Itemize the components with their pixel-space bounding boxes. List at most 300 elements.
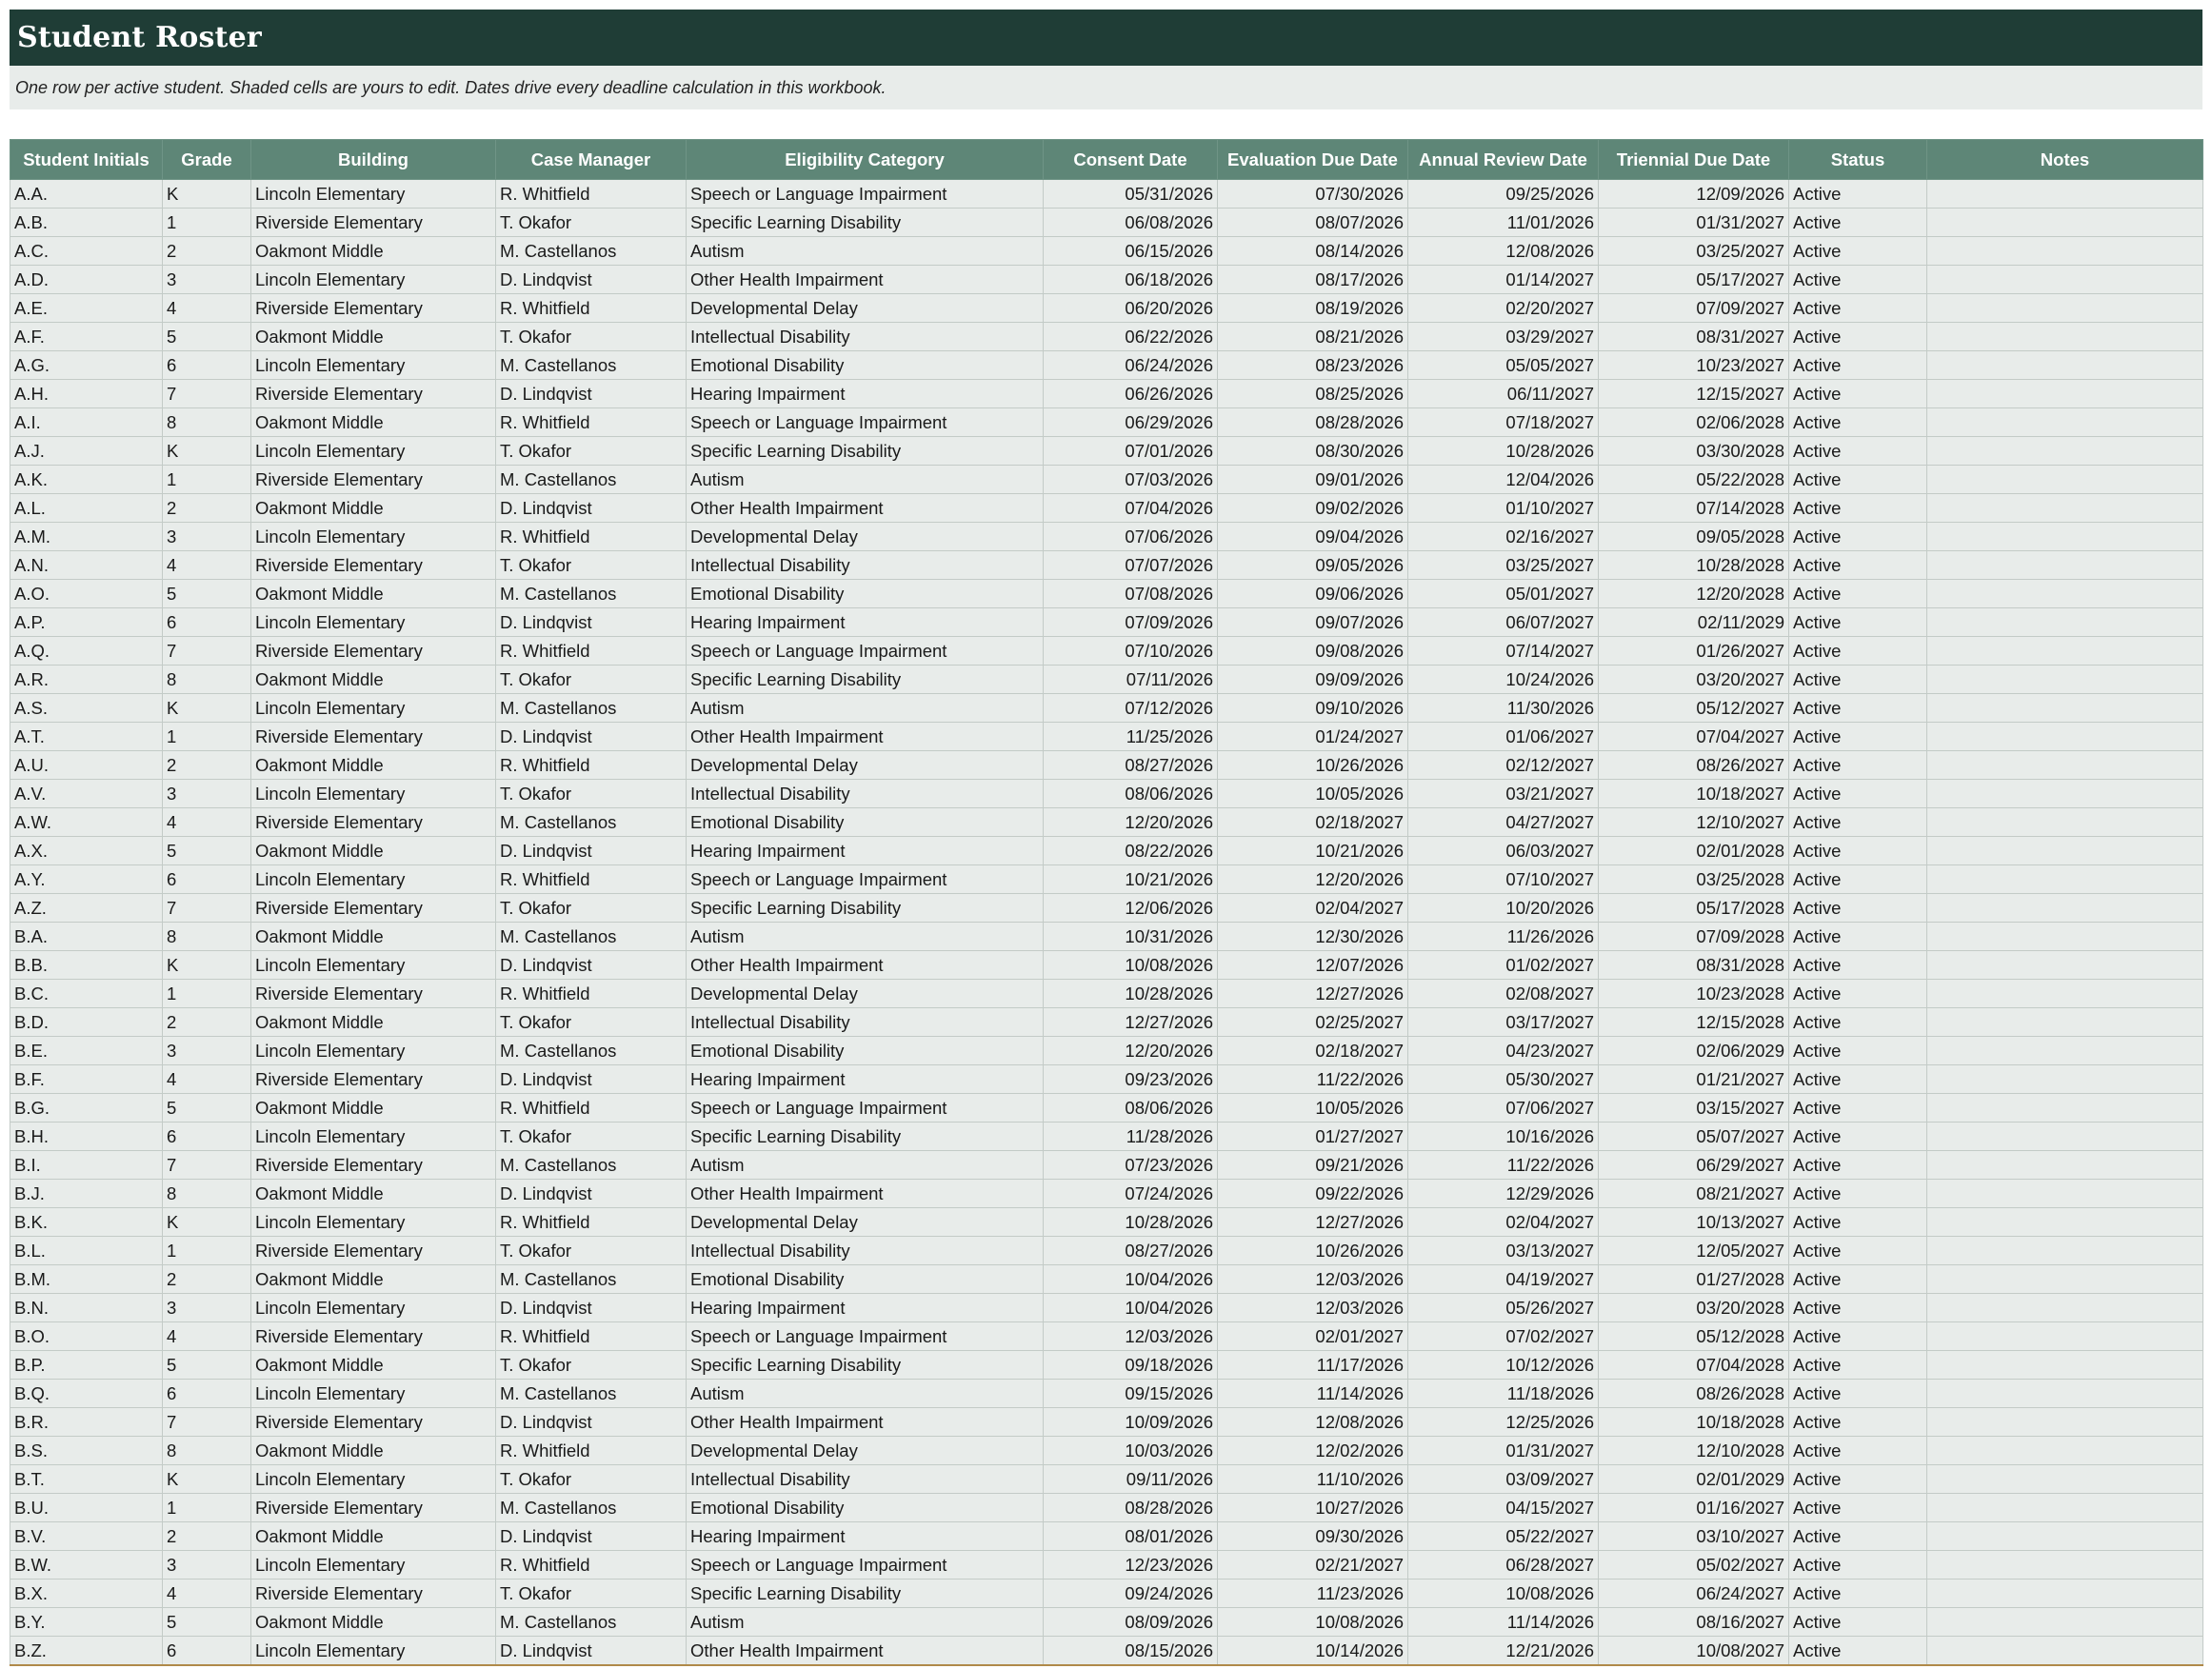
case-manager-cell[interactable]: R. Whitfield (496, 523, 687, 551)
eligibility-category-cell[interactable]: Autism (687, 237, 1044, 266)
col-header-grade[interactable]: Grade (163, 140, 251, 180)
case-manager-cell[interactable]: M. Castellanos (496, 1037, 687, 1065)
grade-cell[interactable]: 5 (163, 323, 251, 351)
status-cell[interactable]: Active (1789, 380, 1927, 408)
evaluation-due-date-cell[interactable]: 08/19/2026 (1218, 294, 1408, 323)
case-manager-cell[interactable]: D. Lindqvist (496, 1522, 687, 1551)
annual-review-date-cell[interactable]: 12/25/2026 (1408, 1408, 1599, 1437)
notes-cell[interactable] (1927, 1608, 2203, 1637)
annual-review-date-cell[interactable]: 01/31/2027 (1408, 1437, 1599, 1465)
triennial-due-date-cell[interactable]: 10/18/2027 (1599, 780, 1789, 808)
case-manager-cell[interactable]: D. Lindqvist (496, 951, 687, 980)
building-cell[interactable]: Oakmont Middle (251, 323, 496, 351)
student-initials-cell[interactable]: B.I. (10, 1151, 163, 1180)
case-manager-cell[interactable]: D. Lindqvist (496, 723, 687, 751)
evaluation-due-date-cell[interactable]: 08/17/2026 (1218, 266, 1408, 294)
status-cell[interactable]: Active (1789, 837, 1927, 865)
eligibility-category-cell[interactable]: Intellectual Disability (687, 1465, 1044, 1494)
grade-cell[interactable]: 6 (163, 1637, 251, 1666)
consent-date-cell[interactable]: 08/09/2026 (1044, 1608, 1218, 1637)
building-cell[interactable]: Riverside Elementary (251, 1151, 496, 1180)
case-manager-cell[interactable]: D. Lindqvist (496, 1180, 687, 1208)
eligibility-category-cell[interactable]: Autism (687, 1380, 1044, 1408)
consent-date-cell[interactable]: 07/01/2026 (1044, 437, 1218, 466)
status-cell[interactable]: Active (1789, 608, 1927, 637)
case-manager-cell[interactable]: T. Okafor (496, 323, 687, 351)
evaluation-due-date-cell[interactable]: 09/09/2026 (1218, 666, 1408, 694)
notes-cell[interactable] (1927, 865, 2203, 894)
consent-date-cell[interactable]: 07/04/2026 (1044, 494, 1218, 523)
student-initials-cell[interactable]: B.L. (10, 1237, 163, 1265)
notes-cell[interactable] (1927, 408, 2203, 437)
consent-date-cell[interactable]: 07/09/2026 (1044, 608, 1218, 637)
status-cell[interactable]: Active (1789, 523, 1927, 551)
student-initials-cell[interactable]: A.B. (10, 209, 163, 237)
building-cell[interactable]: Oakmont Middle (251, 1008, 496, 1037)
consent-date-cell[interactable]: 05/31/2026 (1044, 180, 1218, 209)
consent-date-cell[interactable]: 06/15/2026 (1044, 237, 1218, 266)
status-cell[interactable]: Active (1789, 466, 1927, 494)
triennial-due-date-cell[interactable]: 05/22/2028 (1599, 466, 1789, 494)
consent-date-cell[interactable]: 10/03/2026 (1044, 1437, 1218, 1465)
student-initials-cell[interactable]: A.Q. (10, 637, 163, 666)
case-manager-cell[interactable]: D. Lindqvist (496, 380, 687, 408)
building-cell[interactable]: Riverside Elementary (251, 1065, 496, 1094)
building-cell[interactable]: Lincoln Elementary (251, 266, 496, 294)
case-manager-cell[interactable]: D. Lindqvist (496, 837, 687, 865)
annual-review-date-cell[interactable]: 12/08/2026 (1408, 237, 1599, 266)
grade-cell[interactable]: 6 (163, 351, 251, 380)
status-cell[interactable]: Active (1789, 1065, 1927, 1094)
annual-review-date-cell[interactable]: 07/06/2027 (1408, 1094, 1599, 1123)
status-cell[interactable]: Active (1789, 408, 1927, 437)
grade-cell[interactable]: K (163, 437, 251, 466)
triennial-due-date-cell[interactable]: 02/01/2028 (1599, 837, 1789, 865)
case-manager-cell[interactable]: M. Castellanos (496, 466, 687, 494)
triennial-due-date-cell[interactable]: 08/26/2028 (1599, 1380, 1789, 1408)
consent-date-cell[interactable]: 10/09/2026 (1044, 1408, 1218, 1437)
grade-cell[interactable]: 4 (163, 808, 251, 837)
evaluation-due-date-cell[interactable]: 02/25/2027 (1218, 1008, 1408, 1037)
grade-cell[interactable]: 2 (163, 1008, 251, 1037)
notes-cell[interactable] (1927, 1151, 2203, 1180)
eligibility-category-cell[interactable]: Speech or Language Impairment (687, 408, 1044, 437)
eligibility-category-cell[interactable]: Autism (687, 1151, 1044, 1180)
eligibility-category-cell[interactable]: Hearing Impairment (687, 1522, 1044, 1551)
status-cell[interactable]: Active (1789, 694, 1927, 723)
eligibility-category-cell[interactable]: Specific Learning Disability (687, 666, 1044, 694)
case-manager-cell[interactable]: T. Okafor (496, 894, 687, 923)
status-cell[interactable]: Active (1789, 1151, 1927, 1180)
notes-cell[interactable] (1927, 466, 2203, 494)
case-manager-cell[interactable]: T. Okafor (496, 551, 687, 580)
building-cell[interactable]: Oakmont Middle (251, 1437, 496, 1465)
triennial-due-date-cell[interactable]: 12/15/2027 (1599, 380, 1789, 408)
evaluation-due-date-cell[interactable]: 12/27/2026 (1218, 1208, 1408, 1237)
building-cell[interactable]: Lincoln Elementary (251, 1123, 496, 1151)
annual-review-date-cell[interactable]: 10/28/2026 (1408, 437, 1599, 466)
status-cell[interactable]: Active (1789, 1037, 1927, 1065)
notes-cell[interactable] (1927, 580, 2203, 608)
triennial-due-date-cell[interactable]: 03/15/2027 (1599, 1094, 1789, 1123)
grade-cell[interactable]: 8 (163, 666, 251, 694)
triennial-due-date-cell[interactable]: 03/30/2028 (1599, 437, 1789, 466)
eligibility-category-cell[interactable]: Speech or Language Impairment (687, 1322, 1044, 1351)
building-cell[interactable]: Riverside Elementary (251, 466, 496, 494)
triennial-due-date-cell[interactable]: 12/09/2026 (1599, 180, 1789, 209)
annual-review-date-cell[interactable]: 10/16/2026 (1408, 1123, 1599, 1151)
eligibility-category-cell[interactable]: Hearing Impairment (687, 1294, 1044, 1322)
grade-cell[interactable]: 3 (163, 1294, 251, 1322)
triennial-due-date-cell[interactable]: 10/28/2028 (1599, 551, 1789, 580)
annual-review-date-cell[interactable]: 03/25/2027 (1408, 551, 1599, 580)
building-cell[interactable]: Riverside Elementary (251, 723, 496, 751)
building-cell[interactable]: Oakmont Middle (251, 666, 496, 694)
status-cell[interactable]: Active (1789, 1180, 1927, 1208)
notes-cell[interactable] (1927, 808, 2203, 837)
status-cell[interactable]: Active (1789, 551, 1927, 580)
eligibility-category-cell[interactable]: Specific Learning Disability (687, 1351, 1044, 1380)
case-manager-cell[interactable]: M. Castellanos (496, 808, 687, 837)
triennial-due-date-cell[interactable]: 06/24/2027 (1599, 1580, 1789, 1608)
notes-cell[interactable] (1927, 1294, 2203, 1322)
consent-date-cell[interactable]: 08/06/2026 (1044, 780, 1218, 808)
consent-date-cell[interactable]: 07/12/2026 (1044, 694, 1218, 723)
building-cell[interactable]: Lincoln Elementary (251, 1294, 496, 1322)
notes-cell[interactable] (1927, 780, 2203, 808)
triennial-due-date-cell[interactable]: 03/25/2028 (1599, 865, 1789, 894)
evaluation-due-date-cell[interactable]: 01/24/2027 (1218, 723, 1408, 751)
building-cell[interactable]: Lincoln Elementary (251, 180, 496, 209)
case-manager-cell[interactable]: T. Okafor (496, 1008, 687, 1037)
eligibility-category-cell[interactable]: Specific Learning Disability (687, 209, 1044, 237)
annual-review-date-cell[interactable]: 12/29/2026 (1408, 1180, 1599, 1208)
notes-cell[interactable] (1927, 1008, 2203, 1037)
triennial-due-date-cell[interactable]: 10/13/2027 (1599, 1208, 1789, 1237)
case-manager-cell[interactable]: M. Castellanos (496, 237, 687, 266)
evaluation-due-date-cell[interactable]: 08/21/2026 (1218, 323, 1408, 351)
triennial-due-date-cell[interactable]: 06/29/2027 (1599, 1151, 1789, 1180)
status-cell[interactable]: Active (1789, 980, 1927, 1008)
consent-date-cell[interactable]: 06/26/2026 (1044, 380, 1218, 408)
eligibility-category-cell[interactable]: Hearing Impairment (687, 380, 1044, 408)
case-manager-cell[interactable]: R. Whitfield (496, 180, 687, 209)
annual-review-date-cell[interactable]: 07/14/2027 (1408, 637, 1599, 666)
consent-date-cell[interactable]: 11/25/2026 (1044, 723, 1218, 751)
status-cell[interactable]: Active (1789, 1465, 1927, 1494)
eligibility-category-cell[interactable]: Speech or Language Impairment (687, 637, 1044, 666)
evaluation-due-date-cell[interactable]: 12/02/2026 (1218, 1437, 1408, 1465)
eligibility-category-cell[interactable]: Intellectual Disability (687, 551, 1044, 580)
annual-review-date-cell[interactable]: 04/15/2027 (1408, 1494, 1599, 1522)
triennial-due-date-cell[interactable]: 12/05/2027 (1599, 1237, 1789, 1265)
case-manager-cell[interactable]: T. Okafor (496, 1237, 687, 1265)
eligibility-category-cell[interactable]: Other Health Impairment (687, 723, 1044, 751)
student-initials-cell[interactable]: A.G. (10, 351, 163, 380)
triennial-due-date-cell[interactable]: 05/17/2027 (1599, 266, 1789, 294)
grade-cell[interactable]: 7 (163, 894, 251, 923)
annual-review-date-cell[interactable]: 02/16/2027 (1408, 523, 1599, 551)
student-initials-cell[interactable]: A.T. (10, 723, 163, 751)
annual-review-date-cell[interactable]: 01/14/2027 (1408, 266, 1599, 294)
student-initials-cell[interactable]: B.H. (10, 1123, 163, 1151)
notes-cell[interactable] (1927, 437, 2203, 466)
evaluation-due-date-cell[interactable]: 11/22/2026 (1218, 1065, 1408, 1094)
grade-cell[interactable]: 2 (163, 1522, 251, 1551)
consent-date-cell[interactable]: 09/24/2026 (1044, 1580, 1218, 1608)
eligibility-category-cell[interactable]: Developmental Delay (687, 294, 1044, 323)
annual-review-date-cell[interactable]: 04/19/2027 (1408, 1265, 1599, 1294)
notes-cell[interactable] (1927, 923, 2203, 951)
consent-date-cell[interactable]: 12/20/2026 (1044, 808, 1218, 837)
student-initials-cell[interactable]: B.E. (10, 1037, 163, 1065)
notes-cell[interactable] (1927, 551, 2203, 580)
eligibility-category-cell[interactable]: Specific Learning Disability (687, 437, 1044, 466)
building-cell[interactable]: Oakmont Middle (251, 1522, 496, 1551)
status-cell[interactable]: Active (1789, 1322, 1927, 1351)
triennial-due-date-cell[interactable]: 02/11/2029 (1599, 608, 1789, 637)
status-cell[interactable]: Active (1789, 780, 1927, 808)
annual-review-date-cell[interactable]: 11/14/2026 (1408, 1608, 1599, 1637)
notes-cell[interactable] (1927, 1265, 2203, 1294)
status-cell[interactable]: Active (1789, 209, 1927, 237)
status-cell[interactable]: Active (1789, 1294, 1927, 1322)
status-cell[interactable]: Active (1789, 1123, 1927, 1151)
notes-cell[interactable] (1927, 1522, 2203, 1551)
grade-cell[interactable]: 1 (163, 980, 251, 1008)
evaluation-due-date-cell[interactable]: 08/14/2026 (1218, 237, 1408, 266)
grade-cell[interactable]: 6 (163, 865, 251, 894)
annual-review-date-cell[interactable]: 05/01/2027 (1408, 580, 1599, 608)
student-initials-cell[interactable]: B.M. (10, 1265, 163, 1294)
annual-review-date-cell[interactable]: 05/22/2027 (1408, 1522, 1599, 1551)
annual-review-date-cell[interactable]: 01/02/2027 (1408, 951, 1599, 980)
eligibility-category-cell[interactable]: Other Health Impairment (687, 951, 1044, 980)
grade-cell[interactable]: 7 (163, 1151, 251, 1180)
building-cell[interactable]: Riverside Elementary (251, 551, 496, 580)
eligibility-category-cell[interactable]: Emotional Disability (687, 808, 1044, 837)
triennial-due-date-cell[interactable]: 08/31/2028 (1599, 951, 1789, 980)
annual-review-date-cell[interactable]: 06/03/2027 (1408, 837, 1599, 865)
student-initials-cell[interactable]: A.Z. (10, 894, 163, 923)
eligibility-category-cell[interactable]: Specific Learning Disability (687, 1123, 1044, 1151)
triennial-due-date-cell[interactable]: 05/07/2027 (1599, 1123, 1789, 1151)
case-manager-cell[interactable]: M. Castellanos (496, 580, 687, 608)
building-cell[interactable]: Oakmont Middle (251, 923, 496, 951)
triennial-due-date-cell[interactable]: 07/09/2028 (1599, 923, 1789, 951)
evaluation-due-date-cell[interactable]: 08/07/2026 (1218, 209, 1408, 237)
annual-review-date-cell[interactable]: 11/22/2026 (1408, 1151, 1599, 1180)
annual-review-date-cell[interactable]: 04/27/2027 (1408, 808, 1599, 837)
grade-cell[interactable]: K (163, 951, 251, 980)
student-initials-cell[interactable]: B.U. (10, 1494, 163, 1522)
notes-cell[interactable] (1927, 380, 2203, 408)
student-initials-cell[interactable]: B.N. (10, 1294, 163, 1322)
consent-date-cell[interactable]: 07/03/2026 (1044, 466, 1218, 494)
eligibility-category-cell[interactable]: Developmental Delay (687, 751, 1044, 780)
grade-cell[interactable]: K (163, 180, 251, 209)
notes-cell[interactable] (1927, 237, 2203, 266)
case-manager-cell[interactable]: D. Lindqvist (496, 1408, 687, 1437)
eligibility-category-cell[interactable]: Hearing Impairment (687, 608, 1044, 637)
evaluation-due-date-cell[interactable]: 08/25/2026 (1218, 380, 1408, 408)
notes-cell[interactable] (1927, 1580, 2203, 1608)
student-initials-cell[interactable]: B.Y. (10, 1608, 163, 1637)
evaluation-due-date-cell[interactable]: 10/14/2026 (1218, 1637, 1408, 1666)
consent-date-cell[interactable]: 08/01/2026 (1044, 1522, 1218, 1551)
building-cell[interactable]: Oakmont Middle (251, 494, 496, 523)
case-manager-cell[interactable]: T. Okafor (496, 666, 687, 694)
status-cell[interactable]: Active (1789, 437, 1927, 466)
case-manager-cell[interactable]: D. Lindqvist (496, 1637, 687, 1666)
grade-cell[interactable]: 4 (163, 1580, 251, 1608)
col-header-status[interactable]: Status (1789, 140, 1927, 180)
notes-cell[interactable] (1927, 1094, 2203, 1123)
eligibility-category-cell[interactable]: Specific Learning Disability (687, 894, 1044, 923)
evaluation-due-date-cell[interactable]: 11/10/2026 (1218, 1465, 1408, 1494)
grade-cell[interactable]: 3 (163, 523, 251, 551)
notes-cell[interactable] (1927, 837, 2203, 865)
evaluation-due-date-cell[interactable]: 09/21/2026 (1218, 1151, 1408, 1180)
annual-review-date-cell[interactable]: 03/29/2027 (1408, 323, 1599, 351)
student-initials-cell[interactable]: B.X. (10, 1580, 163, 1608)
notes-cell[interactable] (1927, 294, 2203, 323)
case-manager-cell[interactable]: T. Okafor (496, 437, 687, 466)
student-initials-cell[interactable]: A.A. (10, 180, 163, 209)
building-cell[interactable]: Riverside Elementary (251, 1494, 496, 1522)
annual-review-date-cell[interactable]: 03/21/2027 (1408, 780, 1599, 808)
triennial-due-date-cell[interactable]: 03/10/2027 (1599, 1522, 1789, 1551)
triennial-due-date-cell[interactable]: 05/17/2028 (1599, 894, 1789, 923)
triennial-due-date-cell[interactable]: 07/14/2028 (1599, 494, 1789, 523)
case-manager-cell[interactable]: T. Okafor (496, 1580, 687, 1608)
student-initials-cell[interactable]: A.O. (10, 580, 163, 608)
building-cell[interactable]: Lincoln Elementary (251, 1465, 496, 1494)
eligibility-category-cell[interactable]: Autism (687, 1608, 1044, 1637)
status-cell[interactable]: Active (1789, 1494, 1927, 1522)
student-initials-cell[interactable]: B.K. (10, 1208, 163, 1237)
annual-review-date-cell[interactable]: 05/05/2027 (1408, 351, 1599, 380)
grade-cell[interactable]: 8 (163, 1437, 251, 1465)
consent-date-cell[interactable]: 07/10/2026 (1044, 637, 1218, 666)
status-cell[interactable]: Active (1789, 180, 1927, 209)
building-cell[interactable]: Riverside Elementary (251, 294, 496, 323)
eligibility-category-cell[interactable]: Hearing Impairment (687, 1065, 1044, 1094)
status-cell[interactable]: Active (1789, 1208, 1927, 1237)
student-initials-cell[interactable]: A.S. (10, 694, 163, 723)
consent-date-cell[interactable]: 08/28/2026 (1044, 1494, 1218, 1522)
grade-cell[interactable]: 1 (163, 209, 251, 237)
case-manager-cell[interactable]: M. Castellanos (496, 1265, 687, 1294)
status-cell[interactable]: Active (1789, 1408, 1927, 1437)
grade-cell[interactable]: 6 (163, 608, 251, 637)
notes-cell[interactable] (1927, 751, 2203, 780)
student-initials-cell[interactable]: B.V. (10, 1522, 163, 1551)
eligibility-category-cell[interactable]: Intellectual Disability (687, 1008, 1044, 1037)
grade-cell[interactable]: 5 (163, 1351, 251, 1380)
eligibility-category-cell[interactable]: Developmental Delay (687, 1208, 1044, 1237)
student-initials-cell[interactable]: B.C. (10, 980, 163, 1008)
consent-date-cell[interactable]: 11/28/2026 (1044, 1123, 1218, 1151)
building-cell[interactable]: Riverside Elementary (251, 380, 496, 408)
consent-date-cell[interactable]: 10/21/2026 (1044, 865, 1218, 894)
status-cell[interactable]: Active (1789, 351, 1927, 380)
building-cell[interactable]: Riverside Elementary (251, 980, 496, 1008)
consent-date-cell[interactable]: 12/23/2026 (1044, 1551, 1218, 1580)
evaluation-due-date-cell[interactable]: 07/30/2026 (1218, 180, 1408, 209)
consent-date-cell[interactable]: 10/28/2026 (1044, 1208, 1218, 1237)
evaluation-due-date-cell[interactable]: 10/21/2026 (1218, 837, 1408, 865)
grade-cell[interactable]: 8 (163, 923, 251, 951)
consent-date-cell[interactable]: 09/11/2026 (1044, 1465, 1218, 1494)
triennial-due-date-cell[interactable]: 03/20/2028 (1599, 1294, 1789, 1322)
building-cell[interactable]: Lincoln Elementary (251, 351, 496, 380)
building-cell[interactable]: Lincoln Elementary (251, 608, 496, 637)
consent-date-cell[interactable]: 12/03/2026 (1044, 1322, 1218, 1351)
student-initials-cell[interactable]: B.W. (10, 1551, 163, 1580)
building-cell[interactable]: Riverside Elementary (251, 209, 496, 237)
evaluation-due-date-cell[interactable]: 08/28/2026 (1218, 408, 1408, 437)
annual-review-date-cell[interactable]: 03/13/2027 (1408, 1237, 1599, 1265)
status-cell[interactable]: Active (1789, 1637, 1927, 1666)
building-cell[interactable]: Lincoln Elementary (251, 865, 496, 894)
building-cell[interactable]: Riverside Elementary (251, 1322, 496, 1351)
building-cell[interactable]: Riverside Elementary (251, 808, 496, 837)
student-initials-cell[interactable]: B.Q. (10, 1380, 163, 1408)
notes-cell[interactable] (1927, 1465, 2203, 1494)
eligibility-category-cell[interactable]: Other Health Impairment (687, 494, 1044, 523)
grade-cell[interactable]: 2 (163, 237, 251, 266)
notes-cell[interactable] (1927, 209, 2203, 237)
building-cell[interactable]: Lincoln Elementary (251, 780, 496, 808)
evaluation-due-date-cell[interactable]: 02/01/2027 (1218, 1322, 1408, 1351)
triennial-due-date-cell[interactable]: 05/12/2028 (1599, 1322, 1789, 1351)
triennial-due-date-cell[interactable]: 01/31/2027 (1599, 209, 1789, 237)
case-manager-cell[interactable]: R. Whitfield (496, 408, 687, 437)
grade-cell[interactable]: 4 (163, 1322, 251, 1351)
grade-cell[interactable]: 3 (163, 1551, 251, 1580)
student-initials-cell[interactable]: B.Z. (10, 1637, 163, 1666)
consent-date-cell[interactable]: 08/15/2026 (1044, 1637, 1218, 1666)
consent-date-cell[interactable]: 06/18/2026 (1044, 266, 1218, 294)
student-initials-cell[interactable]: B.G. (10, 1094, 163, 1123)
student-initials-cell[interactable]: B.R. (10, 1408, 163, 1437)
notes-cell[interactable] (1927, 1037, 2203, 1065)
case-manager-cell[interactable]: R. Whitfield (496, 980, 687, 1008)
status-cell[interactable]: Active (1789, 865, 1927, 894)
triennial-due-date-cell[interactable]: 02/06/2029 (1599, 1037, 1789, 1065)
col-header-triennial-due-date[interactable]: Triennial Due Date (1599, 140, 1789, 180)
case-manager-cell[interactable]: D. Lindqvist (496, 1065, 687, 1094)
consent-date-cell[interactable]: 09/23/2026 (1044, 1065, 1218, 1094)
grade-cell[interactable]: 7 (163, 637, 251, 666)
evaluation-due-date-cell[interactable]: 12/20/2026 (1218, 865, 1408, 894)
notes-cell[interactable] (1927, 1494, 2203, 1522)
case-manager-cell[interactable]: R. Whitfield (496, 1094, 687, 1123)
eligibility-category-cell[interactable]: Autism (687, 466, 1044, 494)
status-cell[interactable]: Active (1789, 237, 1927, 266)
triennial-due-date-cell[interactable]: 02/01/2029 (1599, 1465, 1789, 1494)
status-cell[interactable]: Active (1789, 323, 1927, 351)
student-initials-cell[interactable]: A.K. (10, 466, 163, 494)
annual-review-date-cell[interactable]: 02/12/2027 (1408, 751, 1599, 780)
status-cell[interactable]: Active (1789, 1008, 1927, 1037)
student-initials-cell[interactable]: A.F. (10, 323, 163, 351)
consent-date-cell[interactable]: 08/06/2026 (1044, 1094, 1218, 1123)
grade-cell[interactable]: 4 (163, 1065, 251, 1094)
case-manager-cell[interactable]: M. Castellanos (496, 351, 687, 380)
student-initials-cell[interactable]: A.N. (10, 551, 163, 580)
